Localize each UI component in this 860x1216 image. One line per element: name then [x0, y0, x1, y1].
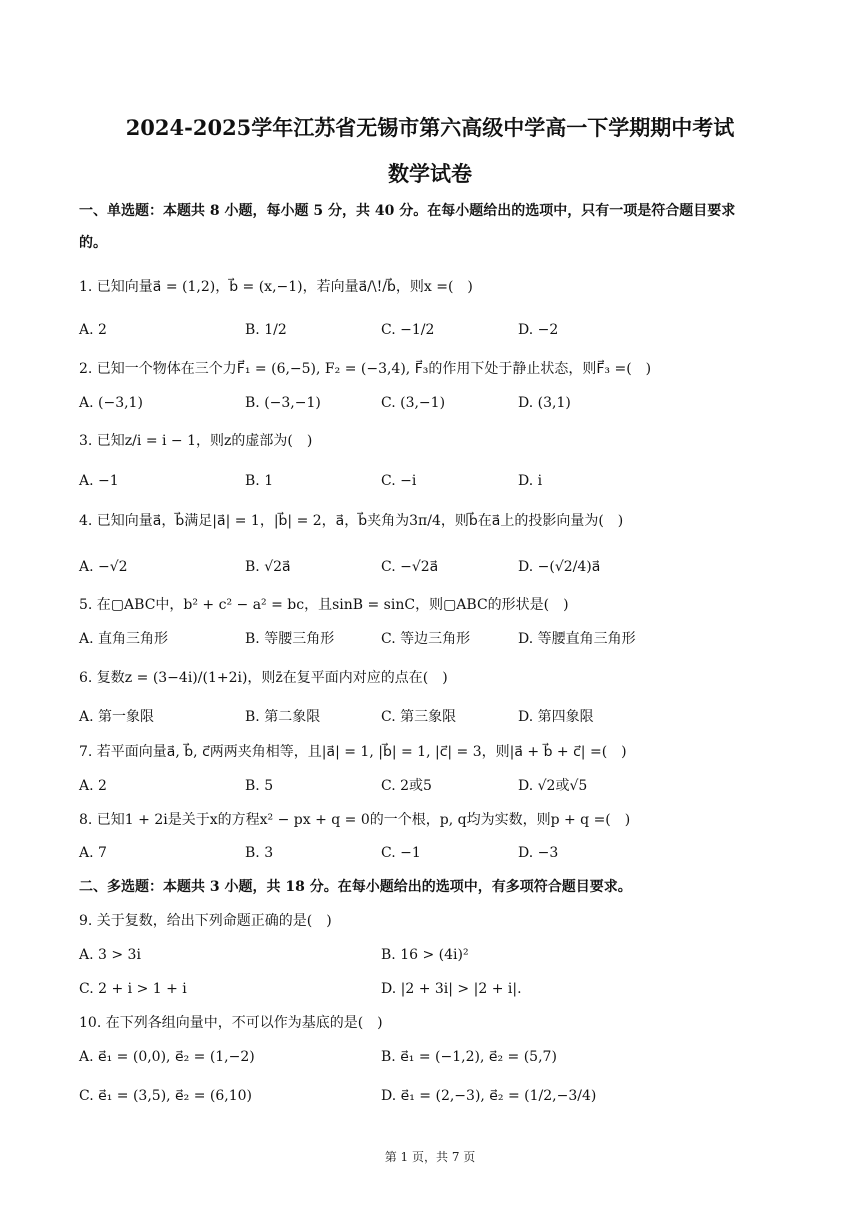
question-2-option-c: C. (3,−1) — [381, 395, 446, 411]
question-8-option-d: D. −3 — [518, 845, 559, 861]
question-10-option-c: C. e⃗₁ = (3,5), e⃗₂ = (6,10) — [79, 1088, 253, 1104]
question-9-option-a: A. 3 > 3i — [79, 947, 141, 963]
section-1-heading-cont: 的。 — [79, 235, 107, 251]
question-3-option-b: B. 1 — [245, 473, 274, 489]
question-5-stem: 5. 在▢ABC中，b² + c² − a² = bc，且sinB = sinC，则▢ABC的形状是( ) — [79, 597, 569, 613]
question-4-stem: 4. 已知向量a⃗，b⃗满足|a⃗| = 1，|b⃗| = 2，a⃗，b⃗夹角为3π/4，则b⃗在a⃗上的投影向量为( ) — [79, 513, 624, 529]
question-8-option-a: A. 7 — [79, 845, 107, 861]
page-footer: 第 1 页，共 7 页 — [384, 1150, 476, 1164]
question-3-option-a: A. −1 — [79, 473, 119, 489]
question-1-stem: 1. 已知向量a⃗ = (1,2)，b⃗ = (x,−1)，若向量a⃗/\!/b⃗，则x =( ) — [79, 279, 473, 295]
question-6-option-a: A. 第一象限 — [79, 709, 155, 725]
question-8-stem: 8. 已知1 + 2i是关于x的方程x² − px + q = 0的一个根，p, q均为实数，则p + q =( ) — [79, 812, 631, 828]
question-4-option-c: C. −√2a⃗ — [381, 559, 439, 575]
question-7-option-c: C. 2或5 — [381, 778, 432, 794]
question-5-option-a: A. 直角三角形 — [79, 631, 169, 647]
question-7-option-b: B. 5 — [245, 778, 274, 794]
question-2-option-d: D. (3,1) — [518, 395, 571, 411]
question-4-option-a: A. −√2 — [79, 559, 128, 575]
question-9-option-d: D. |2 + 3i| > |2 + i|. — [381, 981, 522, 997]
question-8-option-b: B. 3 — [245, 845, 274, 861]
question-6-option-b: B. 第二象限 — [245, 709, 321, 725]
section-2-heading: 二、多选题：本题共 3 小题，共 18 分。在每小题给出的选项中，有多项符合题目要求。 — [79, 879, 632, 895]
exam-title: 2024-2025学年江苏省无锡市第六高级中学高一下学期期中考试 — [125, 115, 735, 140]
question-4-option-b: B. √2a⃗ — [245, 559, 291, 575]
section-1-heading: 一、单选题：本题共 8 小题，每小题 5 分，共 40 分。在每小题给出的选项中，只有一项是符合题目要求 — [79, 203, 736, 219]
question-1-option-a: A. 2 — [79, 322, 107, 338]
question-5-option-d: D. 等腰直角三角形 — [518, 631, 636, 647]
question-8-option-c: C. −1 — [381, 845, 421, 861]
question-10-option-b: B. e⃗₁ = (−1,2), e⃗₂ = (5,7) — [381, 1049, 557, 1065]
question-2-stem: 2. 已知一个物体在三个力F⃗₁ = (6,−5), F₂ = (−3,4), F⃗₃的作用下处于静止状态，则F⃗₃ =( ) — [79, 361, 652, 377]
question-3-stem: 3. 已知z/i = i − 1，则z的虚部为( ) — [79, 433, 313, 449]
question-3-option-c: C. −i — [381, 473, 417, 489]
question-1-option-c: C. −1/2 — [381, 322, 435, 338]
question-9-stem: 9. 关于复数，给出下列命题正确的是( ) — [79, 913, 332, 929]
question-9-option-c: C. 2 + i > 1 + i — [79, 981, 187, 997]
question-4-option-d: D. −(√2/4)a⃗ — [518, 559, 601, 575]
question-10-option-a: A. e⃗₁ = (0,0), e⃗₂ = (1,−2) — [79, 1049, 255, 1065]
question-9-option-b: B. 16 > (4i)² — [381, 947, 469, 963]
question-2-option-b: B. (−3,−1) — [245, 395, 321, 411]
question-10-stem: 10. 在下列各组向量中，不可以作为基底的是( ) — [79, 1015, 383, 1031]
question-1-option-b: B. 1/2 — [245, 322, 287, 338]
question-1-option-d: D. −2 — [518, 322, 559, 338]
question-5-option-b: B. 等腰三角形 — [245, 631, 335, 647]
question-6-option-d: D. 第四象限 — [518, 709, 594, 725]
exam-subtitle: 数学试卷 — [388, 161, 472, 186]
question-10-option-d: D. e⃗₁ = (2,−3), e⃗₂ = (1/2,−3/4) — [381, 1088, 597, 1104]
question-6-option-c: C. 第三象限 — [381, 709, 457, 725]
question-6-stem: 6. 复数z = (3−4i)/(1+2i)，则z̄在复平面内对应的点在( ) — [79, 670, 448, 686]
question-7-stem: 7. 若平面向量a⃗, b⃗, c⃗两两夹角相等，且|a⃗| = 1, |b⃗| = 1, |c⃗| = 3，则|a⃗ + b⃗ + c⃗| =( ) — [79, 744, 627, 760]
question-2-option-a: A. (−3,1) — [79, 395, 143, 411]
question-7-option-a: A. 2 — [79, 778, 107, 794]
question-5-option-c: C. 等边三角形 — [381, 631, 471, 647]
question-7-option-d: D. √2或√5 — [518, 778, 588, 794]
question-3-option-d: D. i — [518, 473, 543, 489]
